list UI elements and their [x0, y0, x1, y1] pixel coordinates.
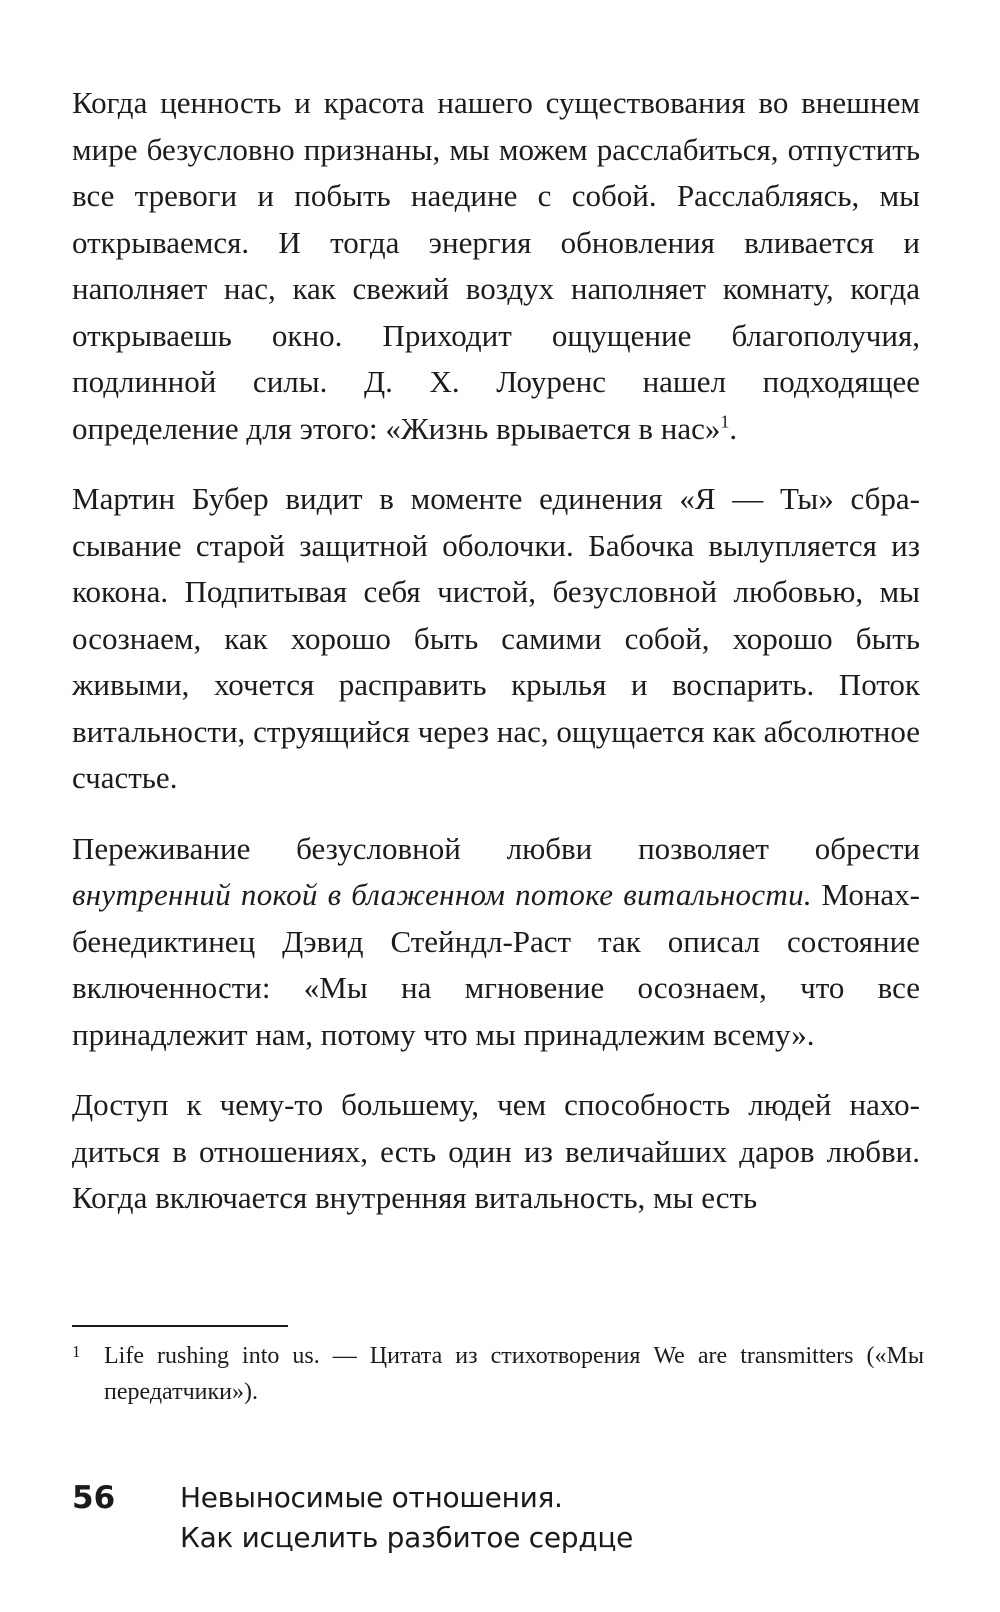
emphasis-text: внутренний покой в блаженном потоке витальности.	[72, 877, 812, 912]
footnote-reference: 1	[720, 411, 730, 432]
book-title-line-2: Как исцелить разбитое сердце	[180, 1521, 634, 1554]
paragraph	[72, 1082, 920, 1222]
main-text	[72, 80, 920, 1246]
footnote-divider	[72, 1325, 288, 1327]
paragraph	[72, 476, 920, 802]
paragraph	[72, 826, 920, 1059]
paragraph-text: Переживание безусловной любви позволяет обрести	[72, 830, 920, 866]
footnote	[72, 1338, 924, 1410]
footnote-text: Life rushing into us. — Цитата из стихотворения We are transmitters («Мы передатчики»).	[104, 1343, 924, 1405]
paragraph-text: Доступ к чему-то большему, чем способность людей находиться в отношениях, есть один из величайших даров любви. Когда включается внутренняя витальность, мы есть	[72, 1087, 920, 1215]
page-number: 56	[72, 1480, 116, 1516]
footnote-mark: 1	[72, 1342, 81, 1361]
paragraph-text: .	[729, 410, 738, 446]
paragraph-text: Монах-бенедиктинец Дэвид Стейндл-Раст так описал состояние включенности: «Мы на мгновение осознаем, что все принадлежит нам, потому что мы принадлежим всему».	[72, 877, 921, 1052]
book-title	[180, 1478, 633, 1558]
paragraph	[72, 80, 920, 452]
book-title-line-1: Невыносимые отношения.	[180, 1481, 563, 1514]
paragraph-text: Мартин Бубер видит в моменте единения «Я — Ты» сбрасывание старой защитной оболочки. Бабочка вылупляется из кокона. Подпитывая себя чистой, безусловной любовью, мы осознаем, как хорошо быть самими собой, хорошо быть живыми, хочется расправить крылья и воспарить. Поток витальности, струящийся через нас, ощущается как абсолютное счастье.	[72, 481, 920, 795]
paragraph-text: Когда ценность и красота нашего существования во внешнем мире безусловно признаны, мы можем расслабиться, отпустить все тревоги и побыть наедине с собой. Расслабляясь, мы открываемся. И тогда энергия обновления вливается и наполняет нас, как свежий воздух наполняет комнату, когда открываешь окно. Приходит ощущение благополучия, подлинной силы. Д. Х. Лоуренс нашел подходящее определение для этого: «Жизнь врывается в нас»	[72, 85, 920, 446]
